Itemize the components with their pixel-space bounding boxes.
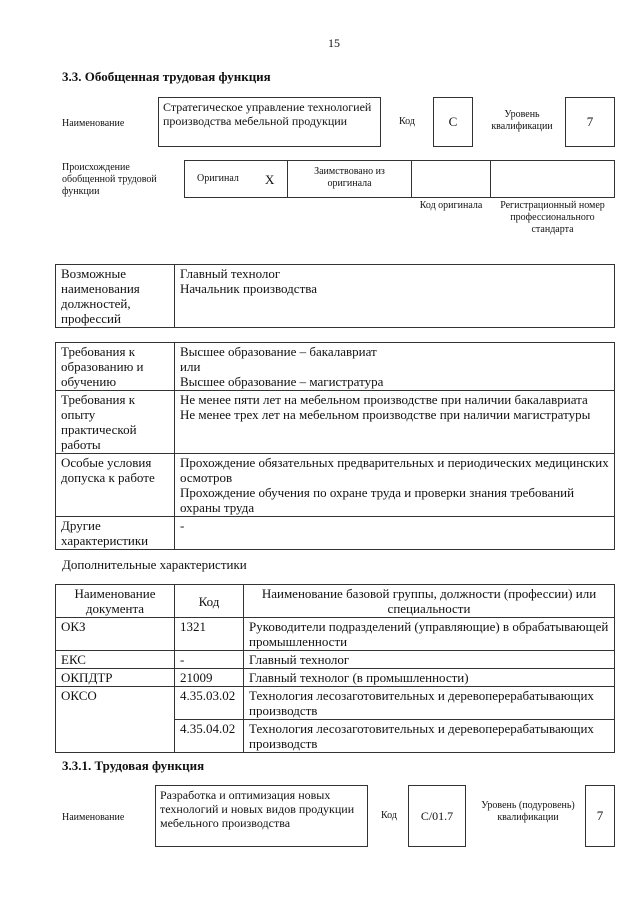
- name-cell: Главный технолог (в промышленности): [244, 669, 615, 687]
- doc-cell: ЕКС: [56, 651, 175, 669]
- column-header: Код: [175, 585, 244, 618]
- table-row: [56, 669, 615, 687]
- reg-number-caption: Регистрационный номер профессионального стандарта: [500, 200, 605, 235]
- requirement-line: Прохождение обязательных предварительных и периодических медицинских осмотров: [180, 455, 609, 485]
- additional-table: [55, 584, 615, 753]
- code-cell: 1321: [175, 618, 244, 651]
- additional-heading: Дополнительные характеристики: [62, 557, 247, 572]
- requirement-value: [175, 517, 615, 550]
- code-value-box: C: [433, 97, 473, 147]
- position-item: Главный технолог: [180, 266, 281, 281]
- requirement-line: или: [180, 359, 201, 374]
- requirement-value: [175, 343, 615, 391]
- table-row: [56, 687, 615, 720]
- positions-table: [55, 264, 615, 328]
- code-cell: 21009: [175, 669, 244, 687]
- doc-cell: ОКПДТР: [56, 669, 175, 687]
- requirement-label: Требования к образованию и обучению: [56, 343, 175, 391]
- requirement-line: Не менее пяти лет на мебельном производстве при наличии бакалавриата: [180, 392, 588, 407]
- column-header: Наименование базовой группы, должности (профессии) или специальности: [244, 585, 615, 618]
- origin-label: Происхождение обобщенной трудовой функции: [62, 162, 157, 197]
- requirement-line: Прохождение обучения по охране труда и проверки знания требований охраны труда: [180, 485, 575, 515]
- section-heading: 3.3. Обобщенная трудовая функция: [62, 69, 271, 84]
- original-cell: [184, 160, 288, 198]
- doc-cell: ОКСО: [56, 687, 175, 753]
- requirements-table: [55, 342, 615, 550]
- positions-values: [175, 265, 615, 328]
- requirement-line: Высшее образование – бакалавриат: [180, 344, 377, 359]
- original-label: Оригинал: [197, 173, 239, 184]
- code-label: Код: [399, 116, 415, 127]
- requirement-label: Особые условия допуска к работе: [56, 454, 175, 517]
- requirement-label: Требования к опыту практической работы: [56, 391, 175, 454]
- requirement-value: [175, 391, 615, 454]
- level-label: Уровень (подуровень) квалификации: [481, 800, 575, 823]
- requirement-line: Высшее образование – магистратура: [180, 374, 384, 389]
- code-cell: 4.35.03.02: [175, 687, 244, 720]
- level-label: Уровень квалификации: [491, 109, 553, 132]
- level-value-box: 7: [565, 97, 615, 147]
- name-label: Наименование: [62, 812, 125, 823]
- position-item: Начальник производства: [180, 281, 317, 296]
- positions-label: Возможные наименования должностей, профессий: [56, 265, 175, 328]
- page-number: 15: [328, 36, 340, 50]
- requirement-label: Другие характеристики: [56, 517, 175, 550]
- table-row: [56, 651, 615, 669]
- level-value-box: 7: [585, 785, 615, 847]
- original-code-cell: [411, 160, 491, 198]
- name-cell: Технология лесозаготовительных и деревоперерабатывающих производств: [244, 687, 615, 720]
- code-value-box: C/01.7: [408, 785, 466, 847]
- original-mark: X: [265, 172, 275, 187]
- name-cell: Главный технолог: [244, 651, 615, 669]
- name-label: Наименование: [62, 118, 125, 129]
- table-row: [56, 618, 615, 651]
- doc-cell: ОКЗ: [56, 618, 175, 651]
- requirement-line: Не менее трех лет на мебельном производстве при наличии магистратуры: [180, 407, 591, 422]
- requirement-line: -: [180, 518, 185, 533]
- code-label: Код: [381, 810, 397, 821]
- function-name-box: Стратегическое управление технологией производства мебельной продукции: [158, 97, 381, 147]
- code-cell: -: [175, 651, 244, 669]
- name-cell: Руководители подразделений (управляющие) в обрабатывающей промышленности: [244, 618, 615, 651]
- requirement-value: [175, 454, 615, 517]
- function-name-box: Разработка и оптимизация новых технологий и новых видов продукции мебельного производства: [155, 785, 368, 847]
- borrowed-cell: Заимствовано из оригинала: [287, 160, 412, 198]
- code-cell: 4.35.04.02: [175, 720, 244, 753]
- subsection-heading: 3.3.1. Трудовая функция: [62, 758, 205, 773]
- column-header: Наименование документа: [56, 585, 175, 618]
- original-code-caption: Код оригинала: [419, 200, 483, 211]
- name-cell: Технология лесозаготовительных и деревоперерабатывающих производств: [244, 720, 615, 753]
- reg-number-cell: [490, 160, 615, 198]
